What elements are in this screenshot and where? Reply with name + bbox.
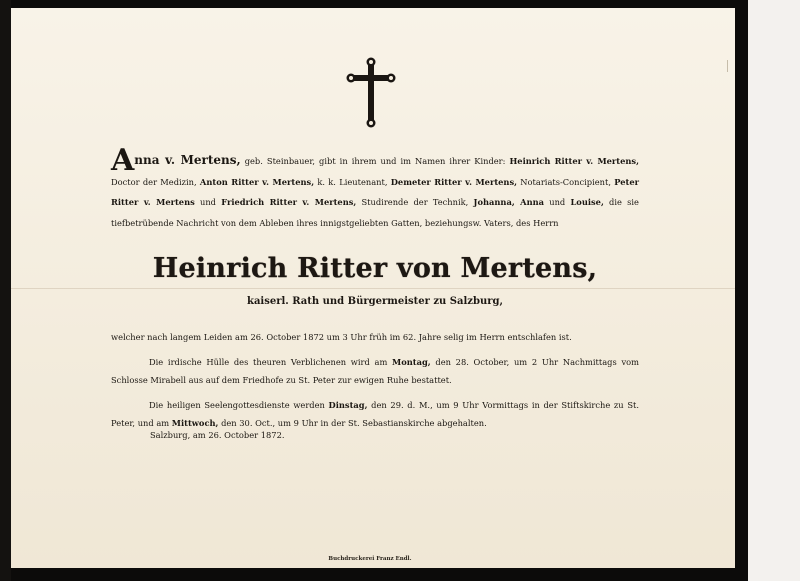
bold-name-run: Anton Ritter v. Mertens, [199, 176, 315, 187]
deceased-title: kaiserl. Rath und Bürgermeister zu Salzburg, [247, 296, 503, 307]
bold-name-run: Mittwoch, [171, 418, 219, 428]
paper-fold-line [11, 288, 735, 289]
text-run: den 29. d. M., um 9 Uhr Vormittags in der Stiftskirche zu St. Peter, und am [111, 399, 639, 428]
printer-imprint: Buchdruckerei Franz Endl. [328, 556, 412, 562]
bold-name-run: Peter Ritter v. Mertens [111, 176, 639, 207]
announcement-body [111, 328, 639, 439]
burial-paragraph [111, 353, 639, 390]
widow-intro-text: geb. Steinbauer, gibt in ihrem und im Namen ihrer Kinder: [240, 156, 510, 166]
deceased-name: Heinrich Ritter von Mertens, [152, 253, 598, 284]
text-run: Die irdische Hülle des theuren Verblichenen wird am [149, 356, 393, 367]
bold-name-run: Louise, [570, 197, 604, 207]
mass-paragraph [111, 396, 639, 433]
text-run: Studirende der Technik, [356, 197, 474, 207]
death-paragraph: welcher nach langem Leiden am 26. October 1872 um 3 Uhr früh im 62. Jahre selig im Herrn entschlafen ist. [111, 332, 572, 342]
drop-cap: A [111, 143, 135, 178]
text-run: Doctor der Medizin, [111, 176, 200, 187]
text-run: Notariats-Concipient, [517, 176, 615, 187]
bold-name-run: Johanna, Anna [473, 197, 545, 207]
widow-name: nna v. Mertens, [134, 153, 241, 167]
bold-name-run: Heinrich Ritter v. Mertens, [509, 156, 639, 166]
text-run: k. k. Lieutenant, [314, 176, 391, 187]
text-run: den 30. Oct., um 9 Uhr in der St. Sebastianskirche abgehalten. [218, 418, 487, 428]
paper-mark [727, 60, 728, 72]
scan-right-margin [748, 0, 800, 581]
bold-name-run: Friedrich Ritter v. Mertens, [221, 197, 357, 207]
text-run: und [544, 197, 571, 207]
place-and-date: Salzburg, am 26. October 1872. [150, 430, 285, 440]
text-run: Die heiligen Seelengottesdienste werden [149, 399, 329, 410]
bold-name-run: Montag, [392, 356, 431, 367]
scan-left-edge [0, 0, 11, 581]
ornamental-cross-icon [346, 57, 396, 129]
bold-name-run: Dinstag, [328, 399, 368, 410]
bold-name-run: Demeter Ritter v. Mertens, [390, 176, 518, 187]
text-run: die sie tiefbetrübende Nachricht von dem Ableben ihres innigstgeliebten Gatten, beziehungsw. Vaters, des Herrn [111, 197, 639, 228]
text-run: und [194, 197, 222, 207]
text-run: den 28. October, um 2 Uhr Nachmittags vom Schlosse Mirabell aus auf dem Friedhofe zu St. Peter zur ewigen Ruhe bestattet. [111, 356, 639, 385]
